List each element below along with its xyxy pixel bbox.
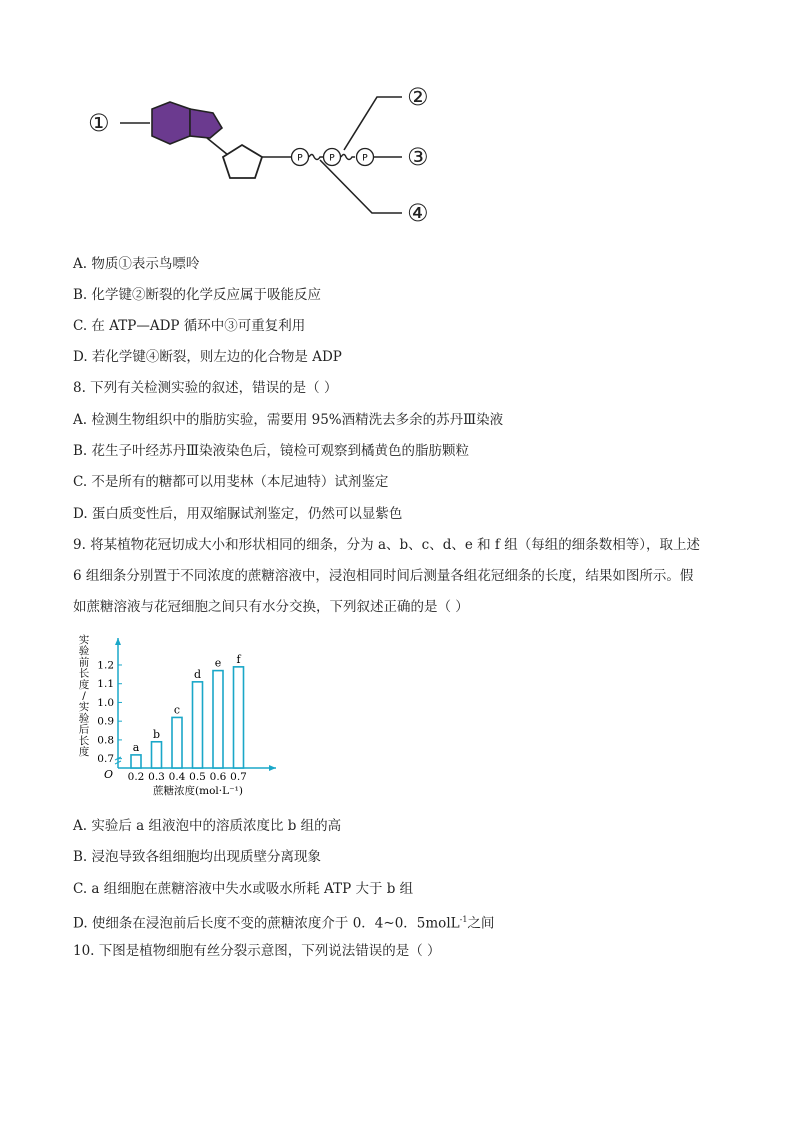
q8-option-b: B. 花生子叶经苏丹Ⅲ染液染色后，镜检可观察到橘黄色的脂肪颗粒 <box>73 443 470 459</box>
q7-option-a: A. 物质①表示鸟嘌呤 <box>73 256 200 272</box>
y-axis-label-char: 长 <box>78 667 90 680</box>
q8-option-a: A. 检测生物组织中的脂肪实验，需要用 95%酒精洗去多余的苏丹Ⅲ染液 <box>73 412 504 428</box>
ribose-icon <box>223 145 262 178</box>
y-tick-label: 0.8 <box>97 734 114 747</box>
label-3: ③ <box>407 143 429 171</box>
y-axis-label-char: 长 <box>78 734 90 747</box>
x-tick-label: 0.7 <box>230 771 247 783</box>
y-axis-label-char: 实 <box>78 701 90 714</box>
y-axis-arrow-icon <box>115 638 121 645</box>
label-1: ① <box>88 109 110 137</box>
bar-f <box>234 667 244 768</box>
q8-option-d: D. 蛋白质变性后，用双缩脲试剂鉴定，仍然可以显紫色 <box>73 506 403 522</box>
q8-stem: 8. 下列有关检测实验的叙述，错误的是（ ） <box>73 380 338 396</box>
y-axis-label-char: 实 <box>78 634 90 646</box>
bar-label: d <box>193 667 202 681</box>
x-tick-label: 0.2 <box>127 771 145 783</box>
bar-e <box>213 671 223 768</box>
y-axis-label-char: 度 <box>78 678 90 691</box>
q7-option-b: B. 化学键②断裂的化学反应属于吸能反应 <box>73 287 322 303</box>
y-axis-label-char: / <box>82 690 86 702</box>
bar-c <box>172 717 182 768</box>
adenine-ring2-icon <box>190 109 222 138</box>
adenine-base-icon <box>152 102 190 144</box>
q9-option-d: D. 使细条在浸泡前后长度不变的蔗糖浓度介于 0．4~0．5molL$^{-1}$之间 <box>73 915 495 932</box>
y-axis-label-char: 后 <box>78 723 90 736</box>
y-tick-label: 1.0 <box>97 696 114 709</box>
q9-option-b: B. 浸泡导致各组细胞均出现质壁分离现象 <box>73 849 322 865</box>
q9-option-c: C. a 组细胞在蔗糖溶液中失水或吸水所耗 ATP 大于 b 组 <box>73 881 414 897</box>
y-tick-label: 0.7 <box>97 753 114 766</box>
y-tick-label: 1.1 <box>97 678 114 691</box>
length-ratio-bar-chart <box>66 630 296 800</box>
q7-option-d: D. 若化学键④断裂，则左边的化合物是 ADP <box>73 349 342 365</box>
svg-text:P: P <box>329 153 335 164</box>
x-tick-label: 0.6 <box>209 771 227 783</box>
y-axis-label-char: 度 <box>78 746 90 758</box>
q9-stem-line-1: 9. 将某植物花冠切成大小和形状相同的细条，分为 a、b、c、d、e 和 f 组（每组的细条数相等），取上述 <box>73 537 700 553</box>
q10-stem: 10. 下图是植物细胞有丝分裂示意图，下列说法错误的是（ ） <box>73 943 441 959</box>
label-4: ④ <box>407 199 429 227</box>
x-tick-label: 0.3 <box>148 771 165 783</box>
bar-label: b <box>152 727 161 741</box>
bar-label: a <box>132 740 140 754</box>
atp-structure-diagram <box>80 80 440 230</box>
x-axis-label: 蔗糖浓度(mol·L⁻¹) <box>153 785 243 797</box>
bar-label: c <box>173 703 181 717</box>
label-2: ② <box>407 83 429 111</box>
bar-label: f <box>236 652 241 666</box>
bar-b <box>152 742 162 768</box>
x-tick-label: 0.5 <box>189 771 206 783</box>
y-axis-label-char: 验 <box>78 645 90 658</box>
y-tick-label: 1.2 <box>97 659 114 672</box>
x-tick-label: 0.4 <box>168 771 186 783</box>
origin-label: O <box>104 768 114 781</box>
q9-option-a: A. 实验后 a 组液泡中的溶质浓度比 b 组的高 <box>73 818 342 834</box>
svg-text:P: P <box>362 153 368 164</box>
q8-option-c: C. 不是所有的糖都可以用斐林（本尼迪特）试剂鉴定 <box>73 474 389 490</box>
x-axis-arrow-icon <box>269 765 276 771</box>
y-axis-label-char: 验 <box>78 712 90 725</box>
q9-stem-line-2: 6 组细条分别置于不同浓度的蔗糖溶液中，浸泡相同时间后测量各组花冠细条的长度，结果如图所示。假 <box>73 568 694 584</box>
q9-stem-line-3: 如蔗糖溶液与花冠细胞之间只有水分交换，下列叙述正确的是（ ） <box>73 599 469 615</box>
y-tick-label: 0.9 <box>97 715 114 728</box>
y-axis-label-char: 前 <box>78 656 90 669</box>
bar-a <box>131 755 141 768</box>
svg-text:P: P <box>297 153 303 164</box>
q7-option-c: C. 在 ATP—ADP 循环中③可重复利用 <box>73 318 306 334</box>
bar-label: e <box>214 656 222 670</box>
bar-d <box>193 682 203 768</box>
